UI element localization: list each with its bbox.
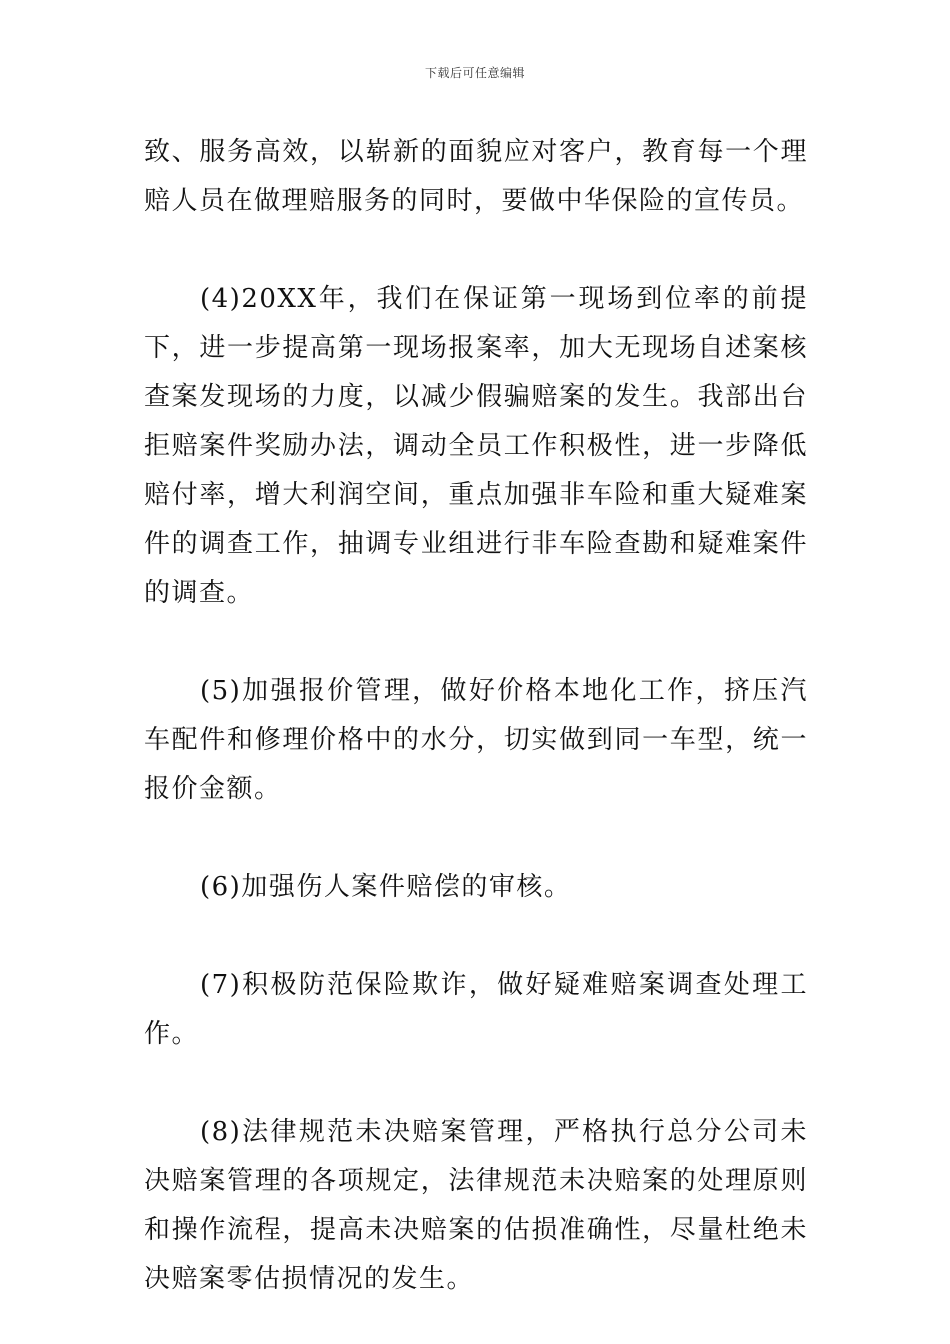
- paragraph-item-5: (5)加强报价管理，做好价格本地化工作，挤压汽车配件和修理价格中的水分，切实做到同一车型，统一报价金额。: [144, 676, 808, 804]
- paragraph-item-7: (7)积极防范保险欺诈，做好疑难赔案调查处理工作。: [144, 970, 808, 1049]
- paragraph-item-4: (4)20XX年，我们在保证第一现场到位率的前提下，进一步提高第一现场报案率，加大无现场自述案核查案发现场的力度，以减少假骗赔案的发生。我部出台拒赔案件奖励办法，调动全员工作积极性，进一步降低赔付率，增大利润空间，重点加强非车险和重大疑难案件的调查工作，抽调专业组进行非车险查勘和疑难案件的调查。: [144, 284, 808, 608]
- paragraph-continuation: 致、服务高效，以崭新的面貌应对客户，教育每一个理赔人员在做理赔服务的同时，要做中华保险的宣传员。: [144, 137, 808, 216]
- paragraph-item-6: (6)加强伤人案件赔偿的审核。: [200, 872, 572, 902]
- header-note: 下载后可任意编辑: [424, 66, 525, 80]
- document-body: [144, 128, 808, 1304]
- paragraph-item-8: (8)法律规范未决赔案管理，严格执行总分公司未决赔案管理的各项规定，法律规范未决赔案的处理原则和操作流程，提高未决赔案的估损准确性，尽量杜绝未决赔案零估损情况的发生。: [144, 1117, 808, 1294]
